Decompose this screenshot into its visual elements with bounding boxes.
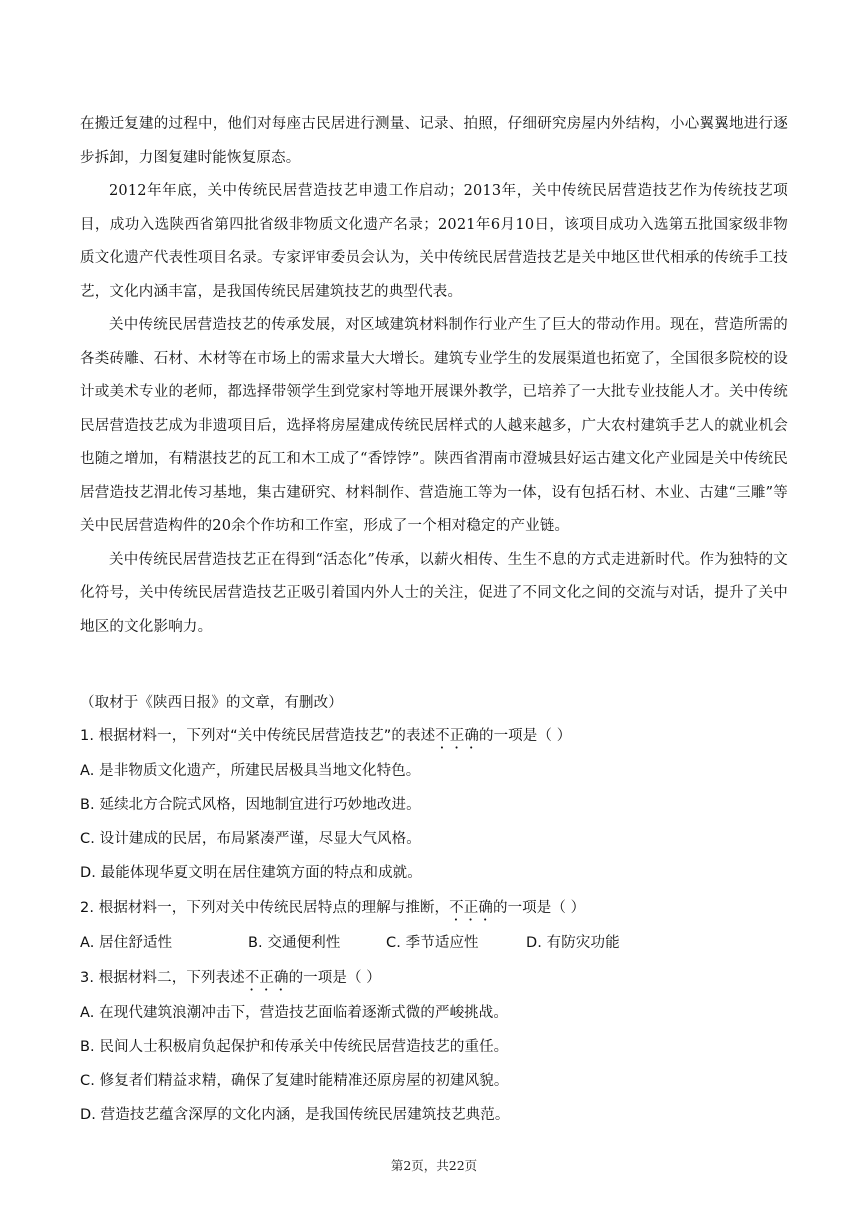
question-2-options (80, 926, 788, 960)
question-2-option-a: A. 居住舒适性 (80, 935, 173, 951)
question-3-option-c: C. 修复者们精益求精，确保了复建时能精准还原房屋的初建风貌。 (80, 1073, 509, 1089)
question-3-option-a: A. 在现代建筑浪潮冲击下，营造技艺面临着逐渐式微的严峻挑战。 (80, 1005, 508, 1021)
question-2-text: 2. 根据材料一，下列对关中传统民居特点的理解与推断， (80, 900, 450, 916)
question-3-text: 3. 根据材料二，下列表述 (80, 970, 245, 986)
question-3-option-d: D. 营造技艺蕴含深厚的文化内涵，是我国传统民居建筑技艺典范。 (80, 1107, 510, 1123)
question-2-emphasis: 不正确 (449, 900, 493, 916)
source-note: （取材于《陕西日报》的文章，有删改） (80, 695, 343, 711)
question-1-emphasis: 不正确 (435, 728, 479, 744)
page-number: 第2页，共22页 (390, 1158, 478, 1173)
question-2-option-b: B. 交通便利性 (248, 935, 341, 951)
question-3-emphasis: 不正确 (244, 970, 289, 986)
paragraph-4: 关中传统民居营造技艺正在得到“活态化”传承，以薪火相传、生生不息的方式走进新时代。作为独特的文化符号，关中传统民居营造技艺正吸引着国内外人士的关注，促进了不同文化之间的交流与对话，提升了关中地区的文化影响力。 (80, 551, 788, 635)
paragraph-1: 在搬迁复建的过程中，他们对每座古民居进行测量、记录、拍照，仔细研究房屋内外结构，小心翼翼地进行逐步拆卸，力图复建时能恢复原态。 (80, 116, 788, 166)
question-section (80, 688, 788, 1132)
question-2-option-d: D. 有防灾功能 (526, 935, 620, 951)
paragraph-2: 2012年年底，关中传统民居营造技艺申遗工作启动；2013年，关中传统民居营造技艺作为传统技艺项目，成功入选陕西省第四批省级非物质文化遗产名录；2021年6月10日，该项目成功入选第五批国家级非物质文化遗产代表性项目名录。专家评审委员会认为，关中传统民居营造技艺是关中地区世代相承的传统手工技艺，文化内涵丰富，是我国传统民居建筑技艺的典型代表。 (80, 183, 788, 300)
paragraph-3: 关中传统民居营造技艺的传承发展，对区域建筑材料制作行业产生了巨大的带动作用。现在，营造所需的各类砖雕、石材、木材等在市场上的需求量大大增长。建筑专业学生的发展渠道也拓宽了，全国很多院校的设计或美术专业的老师，都选择带领学生到党家村等地开展课外教学，已培养了一大批专业技能人才。关中传统民居营造技艺成为非遗项目后，选择将房屋建成传统民居样式的人越来越多，广大农村建筑手艺人的就业机会也随之增加，有精湛技艺的瓦工和木工成了“香饽饽”。陕西省渭南市澄城县好运古建文化产业园是关中传统民居营造技艺渭北传习基地，集古建研究、材料制作、营造施工等为一体，设有包括石材、木业、古建“三雕”等关中民居营造构件的20余个作坊和工作室，形成了一个相对稳定的产业链。 (80, 317, 788, 534)
question-1-option-a: A. 是非物质文化遗产，所建民居极具当地文化特色。 (80, 763, 421, 779)
question-3-stem (80, 960, 788, 996)
reading-passage (80, 108, 788, 644)
question-1-option-c: C. 设计建成的民居，布局紧凑严谨，尽显大气风格。 (80, 831, 421, 847)
question-2-tail: 的一项是（ ） (492, 900, 586, 916)
question-3-tail: 的一项是（ ） (288, 970, 381, 986)
question-1-option-d: D. 最能体现华夏文明在居住建筑方面的特点和成就。 (80, 865, 422, 881)
question-1-text: 1. 根据材料一，下列对“关中传统民居营造技艺”的表述 (80, 728, 436, 744)
question-1-option-b: B. 延续北方合院式风格，因地制宜进行巧妙地改进。 (80, 797, 421, 813)
question-1-stem (80, 718, 788, 754)
question-2-stem (80, 890, 788, 926)
question-3-option-b: B. 民间人士积极肩负起保护和传承关中传统民居营造技艺的重任。 (80, 1039, 509, 1055)
question-2-option-c: C. 季节适应性 (386, 935, 479, 951)
question-1-tail: 的一项是（ ） (478, 728, 572, 744)
